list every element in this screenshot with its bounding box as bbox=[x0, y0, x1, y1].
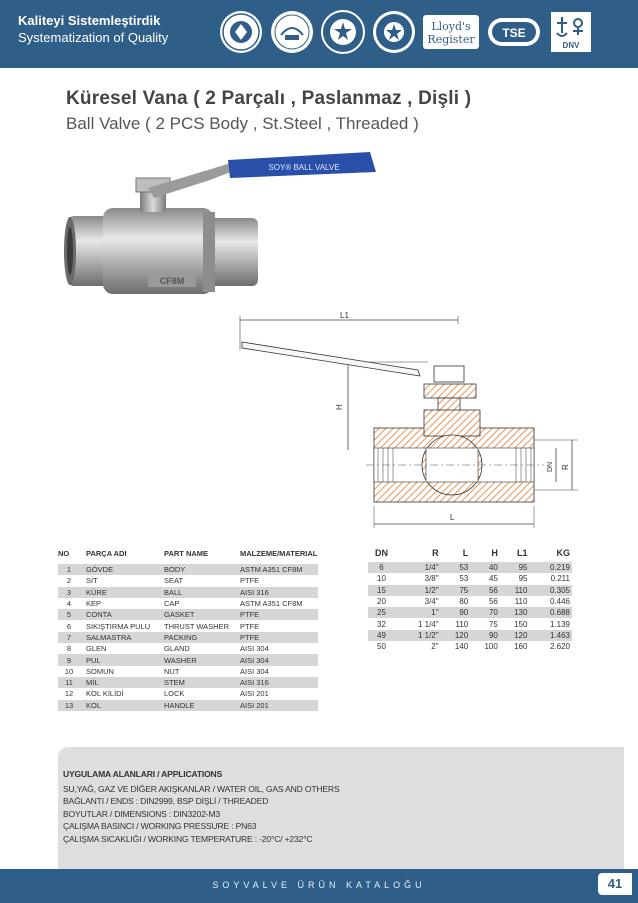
part-name-cell: NUT bbox=[164, 666, 180, 676]
dnv-logo-icon bbox=[548, 8, 594, 56]
material-cell: AISI 316 bbox=[240, 677, 318, 688]
r-cell: 1 1/4" bbox=[417, 619, 439, 629]
material-cell: PTFE bbox=[240, 621, 260, 631]
kg-cell: 0.211 bbox=[550, 574, 570, 584]
l-cell: 120 bbox=[441, 630, 471, 641]
l-cell: 53 bbox=[441, 562, 471, 573]
part-name-cell: HANDLE bbox=[164, 700, 240, 711]
material-cell: ASTM A351 CF8M bbox=[240, 564, 318, 575]
parts-table-row bbox=[58, 587, 318, 598]
parts-table-row bbox=[58, 654, 318, 665]
l-cell: 140 bbox=[454, 642, 469, 652]
part-name-cell: BALL bbox=[164, 587, 240, 598]
svg-text:R: R bbox=[561, 464, 570, 470]
technical-drawing bbox=[228, 310, 586, 538]
parts-table-row bbox=[58, 632, 318, 643]
part-name-cell: LOCK bbox=[164, 689, 185, 699]
svg-text:TSE: TSE bbox=[502, 26, 526, 40]
svg-text:CF8M: CF8M bbox=[159, 276, 185, 286]
part-name-cell: GASKET bbox=[164, 609, 240, 620]
h-cell: 100 bbox=[484, 642, 498, 652]
r-cell: 3/4" bbox=[424, 597, 439, 607]
svg-text:DNV: DNV bbox=[562, 41, 580, 50]
brand-slogan bbox=[18, 13, 168, 46]
parts-table-row bbox=[58, 564, 318, 575]
part-name-tr-cell: SİT bbox=[86, 576, 98, 586]
part-name-cell: STEM bbox=[164, 677, 240, 688]
h-cell: 70 bbox=[470, 607, 500, 618]
col-part-name-tr: PARÇA ADI bbox=[86, 549, 127, 558]
tse-logo-icon bbox=[485, 8, 543, 56]
h-cell: 75 bbox=[488, 619, 498, 629]
svg-text:SOY® BALL VALVE: SOY® BALL VALVE bbox=[268, 163, 340, 172]
l-cell: 80 bbox=[459, 597, 469, 607]
svg-text:L: L bbox=[450, 513, 455, 522]
r-cell: 1 1/2" bbox=[397, 630, 441, 641]
col-no: NO bbox=[58, 549, 70, 558]
l1-cell: 95 bbox=[500, 562, 530, 573]
material-cell: AISI 201 bbox=[240, 700, 318, 711]
material-cell: PTFE bbox=[240, 576, 260, 586]
kg-cell: 0.305 bbox=[529, 585, 572, 596]
part-name-tr-cell: CONTA bbox=[80, 609, 164, 620]
product-photo bbox=[58, 148, 398, 320]
material-cell: AISI 304 bbox=[240, 644, 269, 654]
part-no-cell: 2 bbox=[66, 576, 72, 586]
part-name-tr-cell: MİL bbox=[80, 677, 164, 688]
brand-line-1: Kaliteyi Sistemleştirdik bbox=[18, 13, 161, 28]
col-l: L bbox=[462, 548, 469, 558]
part-no-cell: 11 bbox=[58, 677, 80, 688]
l-cell: 75 bbox=[441, 585, 471, 596]
dimensions-table-row bbox=[368, 562, 572, 573]
part-name-tr-cell: SOMUN bbox=[86, 666, 114, 676]
svg-text:DN: DN bbox=[547, 461, 554, 472]
part-no-cell: 9 bbox=[58, 654, 80, 665]
kg-cell: 0.219 bbox=[529, 562, 572, 573]
dn-cell: 49 bbox=[368, 630, 397, 641]
title-english: Ball Valve ( 2 PCS Body , St.Steel , Threaded ) bbox=[66, 114, 419, 133]
svg-text:Register: Register bbox=[427, 33, 475, 46]
l1-cell: 110 bbox=[514, 597, 528, 607]
dimensions-table-row bbox=[368, 596, 572, 607]
applications-text bbox=[63, 768, 339, 846]
parts-table-row bbox=[58, 598, 318, 609]
part-name-cell: PACKING bbox=[164, 632, 240, 643]
r-cell: 1" bbox=[397, 607, 441, 618]
dimensions-table-row bbox=[368, 641, 572, 652]
parts-table-row bbox=[58, 666, 318, 677]
application-line: ÇALIŞMA BASINCI / WORKING PRESSURE : PN63 bbox=[63, 821, 257, 832]
col-r: R bbox=[432, 548, 439, 558]
part-name-tr-cell: KOL bbox=[80, 700, 164, 711]
catalog-name: SOYVALVE ÜRÜN KATALOĞU bbox=[212, 880, 426, 890]
page-number: 41 bbox=[598, 873, 632, 895]
part-name-cell: SEAT bbox=[164, 576, 184, 586]
h-cell: 45 bbox=[488, 574, 498, 584]
part-name-cell: THRUST WASHER bbox=[164, 621, 230, 631]
certification-logos bbox=[218, 8, 628, 58]
part-name-cell: BODY bbox=[164, 564, 240, 575]
col-part-name: PART NAME bbox=[164, 549, 209, 558]
l1-cell: 120 bbox=[500, 630, 530, 641]
parts-table bbox=[58, 547, 318, 711]
material-cell: AISI 304 bbox=[240, 654, 318, 665]
part-name-cell: CAP bbox=[164, 599, 180, 609]
r-cell: 3/8" bbox=[424, 574, 439, 584]
part-no-cell: 4 bbox=[66, 599, 72, 609]
product-title bbox=[66, 88, 471, 134]
part-name-tr-cell: GLEN bbox=[86, 644, 107, 654]
l1-cell: 95 bbox=[518, 574, 528, 584]
parts-header-row bbox=[58, 547, 318, 564]
part-no-cell: 5 bbox=[58, 609, 80, 620]
parts-table-row bbox=[58, 688, 318, 699]
material-cell: AISI 316 bbox=[240, 587, 318, 598]
col-l1: L1 bbox=[516, 548, 528, 558]
dn-cell: 6 bbox=[368, 562, 397, 573]
dimensions-table-row bbox=[368, 573, 572, 584]
application-line: BAĞLANTI / ENDS : DIN2999, BSP DİŞLİ / THREADED bbox=[63, 796, 269, 807]
l-cell: 53 bbox=[459, 574, 469, 584]
cert-seal-4-icon bbox=[371, 8, 417, 56]
dn-cell: 10 bbox=[377, 574, 386, 584]
r-cell: 1/4" bbox=[397, 562, 441, 573]
part-no-cell: 13 bbox=[58, 700, 80, 711]
parts-table-row bbox=[58, 700, 318, 711]
parts-table-row bbox=[58, 609, 318, 620]
col-material: MALZEME/MATERIAL bbox=[240, 549, 318, 558]
cert-seal-1-icon bbox=[218, 8, 264, 56]
l1-cell: 150 bbox=[514, 619, 528, 629]
parts-table-row bbox=[58, 643, 318, 654]
dn-cell: 50 bbox=[377, 642, 386, 652]
part-name-tr-cell: KEP bbox=[86, 599, 102, 609]
l1-cell: 130 bbox=[500, 607, 530, 618]
application-line: ÇALIŞMA SICAKLIĞI / WORKING TEMPERATURE : -20°C/ +232°C bbox=[63, 833, 313, 844]
part-name-tr-cell: PUL bbox=[80, 654, 164, 665]
svg-text:L1: L1 bbox=[340, 311, 349, 320]
dn-cell: 20 bbox=[377, 597, 386, 607]
kg-cell: 0.446 bbox=[549, 597, 570, 607]
h-cell: 40 bbox=[470, 562, 500, 573]
parts-table-row bbox=[58, 677, 318, 688]
part-name-cell: WASHER bbox=[164, 654, 240, 665]
dimensions-table bbox=[368, 548, 572, 652]
application-line: BOYUTLAR / DIMENSIONS : DIN3202-M3 bbox=[63, 808, 220, 819]
part-name-tr-cell: SIKIŞTIRMA PULU bbox=[86, 621, 151, 631]
material-cell: PTFE bbox=[240, 609, 318, 620]
dn-cell: 25 bbox=[368, 607, 397, 618]
part-name-tr-cell: GÖVDE bbox=[80, 564, 164, 575]
part-no-cell: 3 bbox=[58, 587, 80, 598]
kg-cell: 2.620 bbox=[549, 642, 570, 652]
part-name-cell: GLAND bbox=[164, 644, 190, 654]
svg-text:Lloyd's: Lloyd's bbox=[431, 20, 471, 33]
part-name-tr-cell: KÜRE bbox=[80, 587, 164, 598]
turk-loydu-seal-icon bbox=[320, 8, 366, 56]
parts-table-row bbox=[58, 575, 318, 586]
h-cell: 90 bbox=[470, 630, 500, 641]
svg-text:H: H bbox=[335, 404, 344, 410]
cert-seal-2-icon bbox=[269, 8, 315, 56]
part-no-cell: 10 bbox=[64, 666, 74, 676]
dimensions-table-row bbox=[368, 607, 572, 618]
part-name-tr-cell: SALMASTRA bbox=[80, 632, 164, 643]
part-no-cell: 12 bbox=[64, 689, 74, 699]
dimensions-table-row bbox=[368, 618, 572, 629]
brand-line-2: Systematization of Quality bbox=[18, 30, 169, 45]
material-cell: AISI 304 bbox=[240, 666, 269, 676]
dn-cell: 32 bbox=[377, 619, 386, 629]
material-cell: PTFE bbox=[240, 632, 318, 643]
col-dn: DN bbox=[374, 548, 388, 558]
part-name-tr-cell: KOL KİLİDİ bbox=[86, 689, 124, 699]
lloyds-register-icon bbox=[422, 8, 480, 56]
part-no-cell: 7 bbox=[58, 632, 80, 643]
l-cell: 90 bbox=[441, 607, 471, 618]
h-cell: 56 bbox=[488, 597, 498, 607]
l1-cell: 160 bbox=[514, 642, 528, 652]
dims-header-row bbox=[368, 548, 572, 562]
parts-table-row bbox=[58, 620, 318, 631]
dn-cell: 15 bbox=[368, 585, 397, 596]
col-kg: KG bbox=[556, 548, 570, 558]
dimensions-table-row bbox=[368, 585, 572, 596]
l1-cell: 110 bbox=[500, 585, 530, 596]
kg-cell: 1.139 bbox=[549, 619, 570, 629]
r-cell: 2" bbox=[431, 642, 439, 652]
application-line: SU,YAĞ, GAZ VE DİĞER AKIŞKANLAR / WATER OIL, GAS AND OTHERS bbox=[63, 783, 340, 794]
h-cell: 56 bbox=[470, 585, 500, 596]
dimensions-table-row bbox=[368, 630, 572, 641]
l-cell: 110 bbox=[455, 619, 469, 629]
kg-cell: 1.463 bbox=[529, 630, 572, 641]
part-no-cell: 6 bbox=[66, 621, 72, 631]
part-no-cell: 8 bbox=[66, 644, 72, 654]
kg-cell: 0.688 bbox=[529, 607, 572, 618]
applications-heading: UYGULAMA ALANLARI / APPLICATIONS bbox=[63, 769, 223, 779]
part-no-cell: 1 bbox=[58, 564, 80, 575]
material-cell: AISI 201 bbox=[240, 689, 269, 699]
title-turkish: Küresel Vana ( 2 Parçalı , Paslanmaz , Dişli ) bbox=[66, 88, 472, 109]
r-cell: 1/2" bbox=[397, 585, 441, 596]
material-cell: ASTM A351 CF8M bbox=[240, 599, 303, 609]
col-h: H bbox=[491, 548, 498, 558]
